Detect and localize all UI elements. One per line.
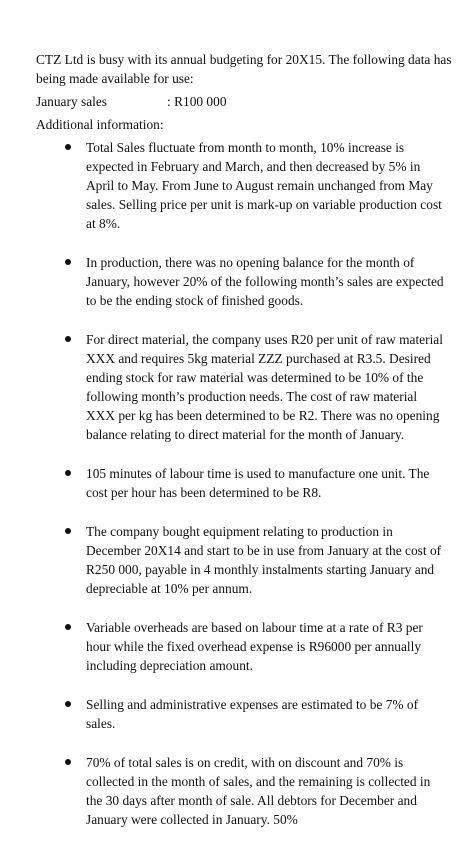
bullet-dot-icon [65, 144, 71, 150]
bullet-dot-icon [65, 759, 71, 765]
january-sales-label: January sales [36, 94, 108, 109]
bullet-text: Variable overheads are based on labour time at a rate of R3 per hour while the fixed overhead expense is R96000 per annually including depreciation amount. [86, 620, 423, 673]
bullet-dot-icon [65, 259, 71, 265]
bullet-item-production [0, 253, 474, 310]
bullet-text: In production, there was no opening balance for the month of January, however 20% of the following month’s sales are expected to be the ending stock of finished goods. [86, 255, 444, 308]
bullet-dot-icon [65, 470, 71, 476]
bullet-item-sales [0, 138, 474, 233]
bullet-text: The company bought equipment relating to production in December 20X14 and start to be in use from January at the cost of R250 000, payable in 4 monthly instalments starting January and depreciable at 10% per annum. [86, 524, 442, 596]
additional-information-heading: Additional information: [36, 117, 164, 132]
bullet-item-labour [0, 464, 474, 502]
bullet-dot-icon [65, 701, 71, 707]
january-sales-value: : R100 000 [167, 94, 227, 109]
bullet-dot-icon [65, 528, 71, 534]
january-sales-row [36, 92, 456, 111]
bullet-text: Total Sales fluctuate from month to month, 10% increase is expected in February and March, and then decreased by 5% in April to May. From June to August remain unchanged from May sales. Selling price per unit is mark-up on variable production cost at 8%. [86, 140, 442, 231]
bullet-text: For direct material, the company uses R20 per unit of raw material XXX and requires 5kg material ZZZ purchased at R3.5. Desired ending stock for raw material was determined to be 10% of the following month’s production needs. The cost of raw material XXX per kg has been determined to be R2. There was no opening balance relating to direct material for the month of January. [86, 332, 443, 442]
bullet-dot-icon [65, 336, 71, 342]
bullet-text: 70% of total sales is on credit, with on discount and 70% is collected in the month of sales, and the remaining is collected in the 30 days after month of sale. All debtors for December and January were collected in January. 50% [86, 755, 431, 827]
information-bullet-list [0, 138, 474, 849]
bullet-item-selling-admin [0, 695, 474, 733]
intro-paragraph: CTZ Ltd is busy with its annual budgeting for 20X15. The following data has being made available for use: [36, 52, 452, 86]
bullet-item-equipment [0, 522, 474, 598]
bullet-text: Selling and administrative expenses are estimated to be 7% of sales. [86, 697, 419, 731]
bullet-item-credit-sales [0, 753, 474, 829]
bullet-item-direct-material [0, 330, 474, 444]
bullet-item-overheads [0, 618, 474, 675]
bullet-dot-icon [65, 624, 71, 630]
bullet-text: 105 minutes of labour time is used to manufacture one unit. The cost per hour has been determined to be R8. [86, 466, 430, 500]
